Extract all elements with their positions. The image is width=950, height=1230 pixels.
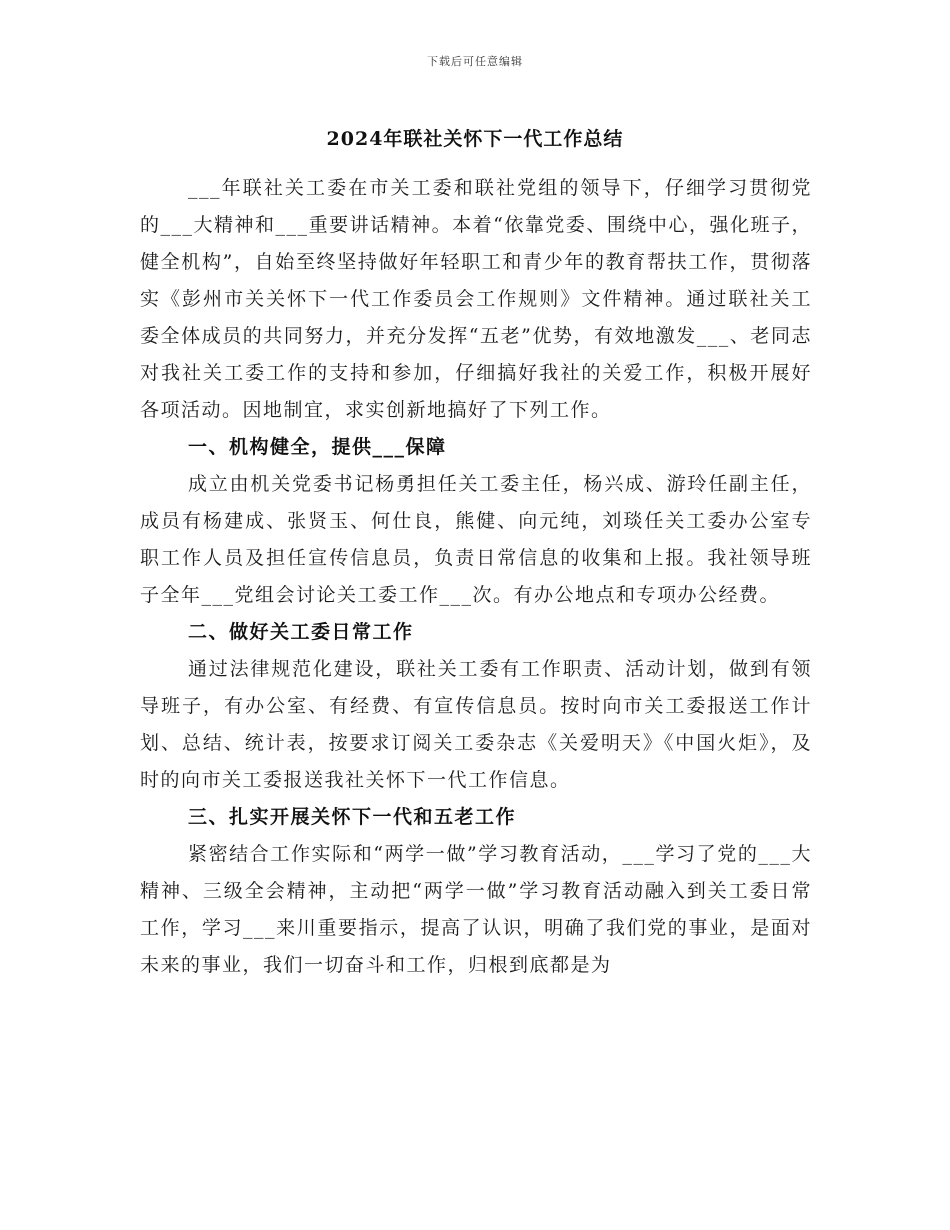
document-body [140,170,812,984]
section-3-paragraph: 紧密结合工作实际和“两学一做”学习教育活动，___学习了党的___大精神、三级全会精神，主动把“两学一做”学习教育活动融入到关工委日常工作，学习___来川重要指示，提高了认识，明确了我们党的事业，是面对未来的事业，我们一切奋斗和工作，归根到底都是为 [140,843,812,976]
section-2-heading: 二、做好关工委日常工作 [188,621,414,643]
section-1-heading: 一、机构健全，提供___保障 [188,436,447,458]
document-title: 2024年联社关怀下一代工作总结 [326,128,624,150]
intro-paragraph: ___年联社关工委在市关工委和联社党组的领导下，仔细学习贯彻党的___大精神和___重要讲话精神。本着“依靠党委、围绕中心，强化班子，健全机构”，自始至终坚持做好年轻职工和青少年的教育帮扶工作，贯彻落实《彭州市关关怀下一代工作委员会工作规则》文件精神。通过联社关工委全体成员的共同努力，并充分发挥“五老”优势，有效地激发___、老同志对我社关工委工作的支持和参加，仔细搞好我社的关爱工作，积极开展好各项活动。因地制宜，求实创新地搞好了下列工作。 [140,177,812,421]
section-2-paragraph: 通过法律规范化建设，联社关工委有工作职责、活动计划，做到有领导班子，有办公室、有经费、有宣传信息员。按时向市关工委报送工作计划、总结、统计表，按要求订阅关工委杂志《关爱明天》《中国火炬》，及时的向市关工委报送我社关怀下一代工作信息。 [140,658,812,791]
section-1-paragraph: 成立由机关党委书记杨勇担任关工委主任，杨兴成、游玲任副主任，成员有杨建成、张贤玉、何仕良，熊健、向元纯，刘琰任关工委办公室专职工作人员及担任宣传信息员，负责日常信息的收集和上报。我社领导班子全年___党组会讨论关工委工作___次。有办公地点和专项办公经费。 [140,473,812,606]
section-3-heading: 三、扎实开展关怀下一代和五老工作 [188,806,517,828]
header-note: 下载后可任意编辑 [427,55,523,68]
